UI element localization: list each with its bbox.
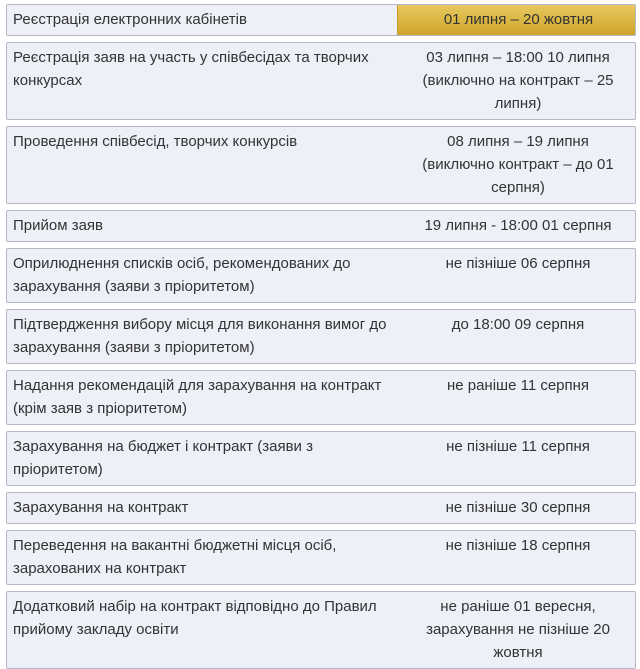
table-row: [6, 591, 636, 669]
date-cell: не раніше 01 вересня, зарахування не пізніше 20 жовтня: [426, 598, 610, 661]
date-cell: 03 липня – 18:00 10 липня (виключно на контракт – 25 липня): [422, 49, 614, 112]
row-cell-group: [6, 370, 636, 425]
date-cell: 19 липня - 18:00 01 серпня: [424, 217, 612, 234]
row-cell-group: [6, 431, 636, 486]
stage-cell: Підтвердження вибору місця для виконання вимог до зарахування (заяви з пріоритетом): [13, 316, 387, 356]
stage-cell: Проведення співбесід, творчих конкурсів: [13, 133, 298, 150]
date-cell: не пізніше 06 серпня: [445, 255, 591, 272]
date-cell-highlighted: 01 липня – 20 жовтня: [397, 5, 635, 35]
stage-cell: Зарахування на контракт: [13, 499, 189, 516]
date-cell: не раніше 11 серпня: [446, 377, 590, 394]
table-row: [6, 370, 636, 425]
row-cell-group: [6, 4, 636, 36]
date-cell: не пізніше 18 серпня: [445, 537, 591, 554]
date-cell: 08 липня – 19 липня (виключно контракт – до 01 серпня): [422, 133, 614, 196]
row-cell-group: [6, 248, 636, 303]
table-row: [6, 492, 636, 524]
table-row: [6, 210, 636, 242]
date-cell: до 18:00 09 серпня: [451, 316, 585, 333]
row-cell-group: [6, 126, 636, 204]
stage-cell: Реєстрація електронних кабінетів: [13, 11, 247, 28]
table-row: [6, 431, 636, 486]
stage-cell: Надання рекомендацій для зарахування на контракт (крім заяв з пріоритетом): [13, 377, 382, 417]
table-row: [6, 248, 636, 303]
row-cell-group: [6, 530, 636, 585]
stage-cell: Прийом заяв: [13, 217, 104, 234]
stage-cell: Зарахування на бюджет і контракт (заяви з пріоритетом): [13, 438, 313, 478]
table-row: [6, 4, 636, 36]
table-row: [6, 126, 636, 204]
row-cell-group: [6, 309, 636, 364]
stage-cell: Переведення на вакантні бюджетні місця осіб, зарахованих на контракт: [13, 537, 337, 577]
row-cell-group: [6, 591, 636, 669]
stage-cell: Оприлюднення списків осіб, рекомендованих до зарахування (заяви з пріоритетом): [13, 255, 351, 295]
stage-cell: Додатковий набір на контракт відповідно до Правил прийому закладу освіти: [13, 598, 377, 638]
table-row: [6, 530, 636, 585]
table-row: [6, 309, 636, 364]
table-row: [6, 42, 636, 120]
row-cell-group: [6, 42, 636, 120]
stage-cell: Реєстрація заяв на участь у співбесідах та творчих конкурсах: [13, 49, 369, 89]
row-cell-group: [6, 492, 636, 524]
date-cell: не пізніше 11 серпня: [446, 438, 590, 455]
row-cell-group: [6, 210, 636, 242]
date-cell: не пізніше 30 серпня: [445, 499, 591, 516]
